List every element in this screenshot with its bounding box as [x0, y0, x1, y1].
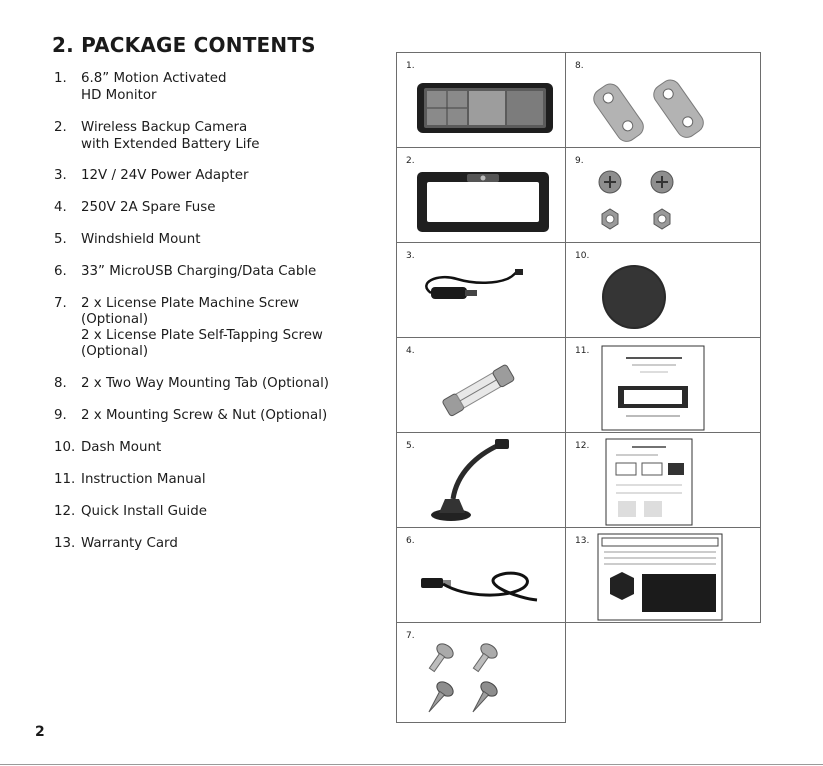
page-number: 2 — [35, 724, 45, 740]
item-number: 1. — [54, 71, 67, 86]
item-number: 7. — [54, 296, 67, 311]
windshield-mount-icon — [397, 433, 567, 529]
item-text: Quick Install Guide — [81, 504, 208, 519]
item-number: 3. — [54, 168, 67, 183]
item-text: 2 x Two Way Mounting Tab (Optional) — [81, 376, 330, 391]
cell-label: 12. — [575, 441, 590, 451]
item-number: 10. — [54, 440, 76, 455]
cell-label: 1. — [406, 61, 415, 71]
item-text: Dash Mount — [81, 440, 162, 455]
grid-cell-power-adapter — [396, 242, 566, 338]
cell-label: 4. — [406, 346, 415, 356]
monitor-icon — [397, 53, 567, 149]
item-text: 33” MicroUSB Charging/Data Cable — [81, 264, 317, 279]
warranty-card-icon — [566, 528, 762, 624]
instruction-manual-icon — [566, 338, 762, 434]
power-adapter-icon — [397, 243, 567, 339]
cell-label: 5. — [406, 441, 415, 451]
item-text: 6.8” Motion Activated — [81, 71, 227, 86]
grid-cell-quick-install-guide — [565, 432, 761, 528]
item-number: 8. — [54, 376, 67, 391]
cell-label: 9. — [575, 156, 584, 166]
page-title: 2. PACKAGE CONTENTS — [52, 33, 316, 57]
item-number: 4. — [54, 200, 67, 215]
cell-label: 11. — [575, 346, 590, 356]
grid-cell-monitor — [396, 52, 566, 148]
license-plate-frame-camera-icon — [397, 148, 567, 244]
cell-label: 3. — [406, 251, 415, 261]
license-plate-screws-icon — [397, 623, 567, 724]
item-number: 5. — [54, 232, 67, 247]
item-text: 12V / 24V Power Adapter — [81, 168, 249, 183]
grid-cell-warranty-card — [565, 527, 761, 623]
item-text: (Optional) — [81, 344, 149, 359]
item-text: (Optional) — [81, 312, 149, 327]
item-text: Windshield Mount — [81, 232, 201, 247]
item-number: 6. — [54, 264, 67, 279]
grid-cell-screws-nuts — [565, 147, 761, 243]
usb-cable-icon — [397, 528, 567, 624]
cell-label: 6. — [406, 536, 415, 546]
bottom-rule — [0, 764, 823, 765]
cell-label: 8. — [575, 61, 584, 71]
screws-nuts-icon — [566, 148, 762, 244]
cell-label: 10. — [575, 251, 590, 261]
grid-cell-mounting-tabs — [565, 52, 761, 148]
cell-label: 13. — [575, 536, 590, 546]
item-text: 2 x Mounting Screw & Nut (Optional) — [81, 408, 328, 423]
item-text: 250V 2A Spare Fuse — [81, 200, 216, 215]
item-number: 13. — [54, 536, 76, 551]
item-text: Instruction Manual — [81, 472, 206, 487]
item-text: with Extended Battery Life — [81, 137, 260, 152]
grid-cell-instruction-manual — [565, 337, 761, 433]
contents-image-grid — [396, 52, 770, 723]
item-text: Wireless Backup Camera — [81, 120, 248, 135]
fuse-icon — [397, 338, 567, 434]
item-text: Warranty Card — [81, 536, 178, 551]
grid-cell-license-plate-screws — [396, 622, 566, 723]
item-text: HD Monitor — [81, 88, 157, 103]
grid-cell-windshield-mount — [396, 432, 566, 528]
item-number: 11. — [54, 472, 76, 487]
grid-cell-usb-cable — [396, 527, 566, 623]
item-number: 2. — [54, 120, 67, 135]
cell-label: 7. — [406, 631, 415, 641]
item-number: 12. — [54, 504, 76, 519]
grid-cell-camera — [396, 147, 566, 243]
item-text: 2 x License Plate Machine Screw — [81, 296, 300, 311]
mounting-tabs-icon — [566, 53, 762, 149]
dash-mount-icon — [566, 243, 762, 339]
item-number: 9. — [54, 408, 67, 423]
grid-cell-dash-mount — [565, 242, 761, 338]
quick-install-guide-icon — [566, 433, 762, 529]
grid-cell-fuse — [396, 337, 566, 433]
item-text: 2 x License Plate Self-Tapping Screw — [81, 328, 323, 343]
cell-label: 2. — [406, 156, 415, 166]
